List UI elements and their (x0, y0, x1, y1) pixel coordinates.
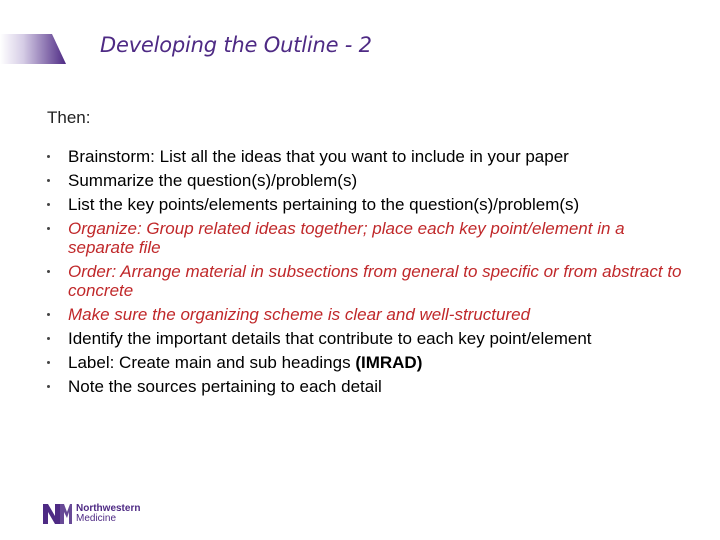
bullet-marker (47, 179, 50, 182)
bullet-text: Label: Create main and sub headings (68, 353, 356, 372)
bullet-marker (47, 361, 50, 364)
bullet-item-emphasis (47, 262, 687, 300)
bullet-text: Organize: Group related ideas together; place each key point/element in a separate file (68, 219, 625, 257)
bullet-item-emphasis (47, 305, 687, 324)
bullet-marker (47, 227, 50, 230)
bullet-item (47, 195, 687, 214)
bullet-item-emphasis (47, 219, 687, 257)
bullet-marker (47, 270, 50, 273)
logo-line-1: Northwestern (76, 503, 141, 514)
bullet-item (47, 329, 687, 348)
bullet-text: Order: Arrange material in subsections from general to specific or from abstract to concrete (68, 262, 682, 300)
bullet-bold-text: (IMRAD) (355, 353, 423, 372)
bullet-item (47, 353, 687, 372)
bullet-text: Note the sources pertaining to each detail (68, 377, 382, 396)
bullet-text: Make sure the organizing scheme is clear and well-structured (68, 305, 531, 324)
logo-line-2: Medicine (76, 513, 117, 524)
bullet-marker (47, 155, 50, 158)
slide-title: Developing the Outline - 2 (100, 33, 372, 57)
bullet-marker (47, 203, 50, 206)
bullet-list (47, 147, 687, 401)
bullet-item (47, 171, 687, 190)
logo-wordmark (76, 504, 140, 524)
header-accent-shape (0, 34, 66, 64)
bullet-text: Brainstorm: List all the ideas that you want to include in your paper (68, 147, 569, 166)
header-accent-bar (0, 34, 66, 64)
bullet-item (47, 377, 687, 396)
bullet-text: List the key points/elements pertaining to the question(s)/problem(s) (68, 195, 580, 214)
nm-logo-icon (42, 503, 72, 525)
bullet-text: Summarize the question(s)/problem(s) (68, 171, 358, 190)
bullet-marker (47, 337, 50, 340)
bullet-marker (47, 313, 50, 316)
bullet-marker (47, 385, 50, 388)
northwestern-medicine-logo (42, 502, 140, 526)
intro-text: Then: (47, 108, 91, 127)
bullet-item (47, 147, 687, 166)
bullet-text: Identify the important details that contribute to each key point/element (68, 329, 592, 348)
